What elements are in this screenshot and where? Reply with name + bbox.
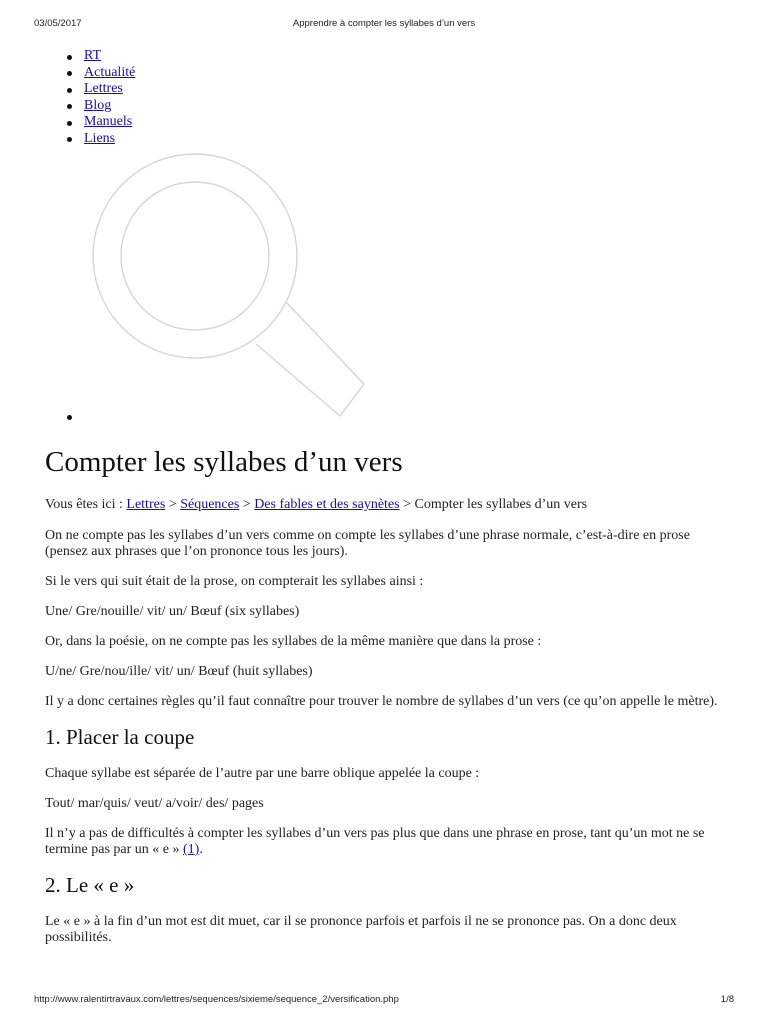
breadcrumb-link-lettres[interactable]: Lettres [126, 497, 166, 512]
nav-item-actualite [84, 65, 135, 82]
breadcrumb-link-sequences[interactable]: Séquences [180, 497, 240, 512]
print-url: http://www.ralentirtravaux.com/lettres/sequences/sixieme/sequence_2/versification.php [34, 994, 399, 1005]
print-date: 03/05/2017 [34, 18, 82, 29]
nav-link-lettres[interactable]: Lettres [84, 81, 123, 96]
page-title: Compter les syllabes d’un vers [45, 446, 403, 478]
paragraph-poetry-rule: Or, dans la poésie, on ne compte pas les syllabes de la même manière que dans la prose : [45, 634, 542, 649]
breadcrumb-separator: > [165, 497, 181, 512]
paragraph-difficulty [45, 826, 735, 858]
paragraph-prose-rule: Si le vers qui suit était de la prose, on compterait les syllabes ainsi : [45, 574, 424, 589]
breadcrumb-link-fables[interactable]: Des fables et des saynètes [254, 497, 400, 512]
example-coupe: Tout/ mar/quis/ veut/ a/voir/ des/ pages [45, 796, 264, 811]
paragraph-e-muet: Le « e » à la fin d’un mot est dit muet, car il se prononce parfois et parfois il ne se prononce pas. On a donc deux possibilités. [45, 914, 677, 945]
section-heading-e: 2. Le « e » [45, 873, 135, 897]
nav-link-rt[interactable]: RT [84, 48, 102, 63]
print-title: Apprendre à compter les syllabes d’un vers [292, 18, 476, 29]
nav-item-manuels [84, 114, 135, 131]
breadcrumb-current: Compter les syllabes d’un vers [414, 497, 588, 512]
nav-item-lettres [84, 81, 135, 98]
print-footer [0, 994, 768, 1008]
article [45, 442, 735, 946]
nav-link-blog[interactable]: Blog [84, 97, 112, 113]
list-bullet [67, 415, 72, 420]
paragraph-rules: Il y a donc certaines règles qu’il faut connaître pour trouver le nombre de syllabes d’un vers (ce qu’on appelle le mètre). [45, 694, 718, 709]
nav-item-liens [84, 131, 135, 148]
breadcrumb [45, 497, 735, 513]
breadcrumb-separator: > [239, 497, 255, 512]
nav-link-actualite[interactable]: Actualité [84, 64, 136, 80]
main-nav [84, 48, 135, 147]
paragraph-difficulty-end: . [199, 842, 203, 857]
breadcrumb-separator: > [399, 497, 415, 512]
nav-item-blog [84, 98, 135, 115]
nav-link-manuels[interactable]: Manuels [84, 114, 133, 129]
breadcrumb-prefix: Vous êtes ici : [45, 497, 127, 512]
footnote-link-1[interactable]: (1) [183, 842, 200, 857]
print-header [0, 18, 768, 32]
paragraph-coupe: Chaque syllabe est séparée de l’autre par une barre oblique appelée la coupe : [45, 766, 480, 781]
paragraph-difficulty-text: Il n’y a pas de difficultés à compter les syllabes d’un vers pas plus que dans une phrase en prose, tant qu’un mot ne se termine pas par un « e » [45, 826, 705, 857]
paragraph-intro: On ne compte pas les syllabes d’un vers comme on compte les syllabes d’une phrase normale, c’est-à-dire en prose (pensez aux phrases que l’on prononce tous les jours). [45, 528, 690, 559]
nav-item-rt [84, 48, 135, 65]
nav-link-liens[interactable]: Liens [84, 130, 116, 146]
example-prose: Une/ Gre/nouille/ vit/ un/ Bœuf (six syllabes) [45, 604, 300, 619]
example-poetry: U/ne/ Gre/nou/ille/ vit/ un/ Bœuf (huit syllabes) [45, 664, 313, 679]
search-icon[interactable] [88, 152, 370, 422]
print-page-number: 1/8 [720, 994, 734, 1005]
section-heading-coupe: 1. Placer la coupe [45, 725, 195, 749]
